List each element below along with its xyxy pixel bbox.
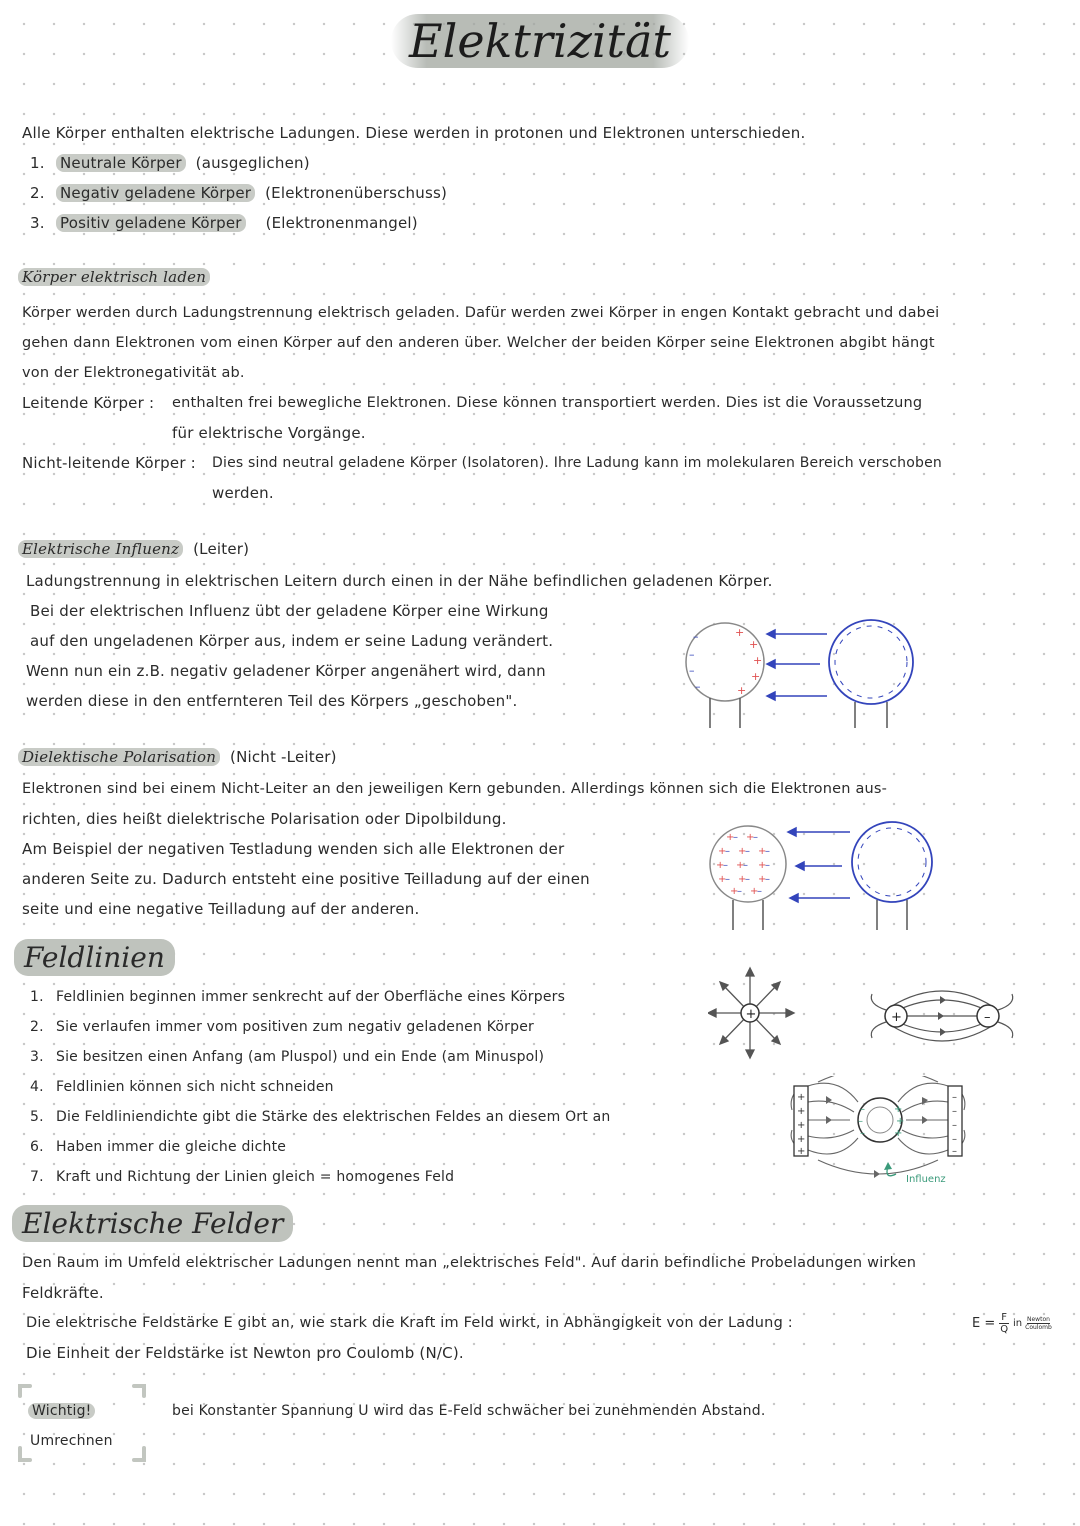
svg-text:–: – [952, 1092, 957, 1103]
influenz-line-3: auf den ungeladenen Körper aus, indem er seine Ladung verändert. [30, 632, 554, 650]
svg-text:+: + [738, 874, 747, 885]
svg-text:+: + [737, 684, 747, 697]
svg-text:–: – [984, 1010, 991, 1025]
svg-text:+: + [797, 1134, 806, 1145]
svg-text:–: – [725, 874, 730, 885]
influenz-line-4: Wenn nun ein z.B. negativ geladener Körper angenähert wird, dann [26, 662, 546, 680]
heading-laden: Körper elektrisch laden [18, 262, 210, 292]
feldlinien-item-3: 3. Sie besitzen einen Anfang (am Pluspol) und ein Ende (am Minuspol) [30, 1049, 545, 1065]
svg-text:+: + [797, 1120, 806, 1131]
nicht-leitend-line-2: werden. [212, 484, 274, 502]
svg-text:–: – [733, 832, 738, 843]
intro-line: Alle Körper enthalten elektrische Ladungen. Diese werden in protonen und Elektronen unterschieden. [22, 124, 806, 142]
intro-item-2: 2. Negativ geladene Körper (Elektronenüberschuss) [30, 184, 448, 202]
svg-text:–: – [689, 648, 695, 661]
svg-text:+: + [716, 860, 725, 871]
laden-line-1: Körper werden durch Ladungstrennung elektrisch geladen. Dafür werden zwei Körper in engen Kontakt gebracht und dabei [22, 305, 940, 321]
polarisation-diagram [700, 818, 950, 932]
svg-text:–: – [952, 1134, 957, 1145]
svg-text:–: – [695, 680, 701, 693]
svg-text:+: + [750, 886, 759, 897]
polarisation-line-1: Elektronen sind bei einem Nicht-Leiter an den jeweiligen Kern gebunden. Allerdings können sich die Elektronen aus- [22, 781, 888, 797]
svg-text:+: + [749, 638, 759, 651]
svg-text:+: + [718, 874, 727, 885]
svg-text:–: – [952, 1120, 957, 1131]
svg-text:–: – [723, 860, 728, 871]
svg-text:+: + [758, 860, 767, 871]
feldstaerke-formula: E = $\frac{F}{Q}$ in Newton Coulomb [972, 1311, 1052, 1335]
felder-line-4: Die Einheit der Feldstärke ist Newton pro Coulomb (N/C). [26, 1344, 464, 1362]
leitend-label: Leitende Körper : [22, 394, 155, 412]
heading-polarisation: Dielektische Polarisation (Nicht -Leiter) [18, 742, 337, 772]
svg-text:–: – [689, 664, 695, 677]
influenz-line-2: Bei der elektrischen Influenz übt der geladene Körper eine Wirkung [30, 602, 549, 620]
svg-text:+: + [758, 846, 767, 857]
svg-text:–: – [765, 860, 770, 871]
svg-text:–: – [725, 846, 730, 857]
svg-text:+: + [894, 1128, 903, 1139]
influenz-diagram [675, 612, 935, 732]
svg-text:–: – [952, 1146, 957, 1157]
polarisation-line-4: anderen Seite zu. Dadurch entsteht eine positive Teilladung auf der einen [22, 870, 590, 888]
svg-text:–: – [743, 860, 748, 871]
svg-text:–: – [745, 846, 750, 857]
svg-text:–: – [952, 1106, 957, 1117]
svg-text:+: + [797, 1092, 806, 1103]
svg-text:–: – [765, 874, 770, 885]
svg-text:+: + [745, 1007, 757, 1022]
svg-text:+: + [894, 1104, 903, 1115]
heading-felder: Elektrische Felder [12, 1204, 293, 1244]
dipole-field [868, 984, 1018, 1048]
svg-text:+: + [753, 654, 763, 667]
svg-text:+: + [891, 1010, 902, 1025]
influenz-label: Influenz [906, 1174, 946, 1185]
svg-text:–: – [765, 846, 770, 857]
wichtig-text: bei Konstanter Spannung U wird das E-Feld schwächer bei zunehmenden Abstand. [172, 1403, 766, 1419]
page-title: Elektrizität [0, 14, 1080, 68]
svg-text:–: – [757, 886, 762, 897]
svg-text:–: – [860, 1128, 865, 1139]
nicht-leitend-label: Nicht-leitende Körper : [22, 454, 196, 472]
svg-text:+: + [718, 846, 727, 857]
conductor-sphere [686, 623, 764, 728]
feldlinien-item-1: 1. Feldlinien beginnen immer senkrecht auf der Oberfläche eines Körpers [30, 989, 566, 1005]
svg-text:+: + [730, 886, 739, 897]
svg-text:+: + [726, 832, 735, 843]
feldlinien-item-2: 2. Sie verlaufen immer vom positiven zum negativ geladenen Körper [30, 1019, 534, 1035]
laden-line-3: von der Elektronegativität ab. [22, 365, 245, 381]
svg-text:–: – [693, 630, 699, 643]
svg-text:+: + [735, 626, 745, 639]
charged-sphere [829, 620, 913, 728]
svg-text:+: + [736, 860, 745, 871]
svg-text:–: – [753, 832, 758, 843]
nicht-leitend-line-1: Dies sind neutral geladene Körper (Isolatoren). Ihre Ladung kann im molekularen Bereich verschoben [212, 455, 942, 471]
leitend-line-1: enthalten frei bewegliche Elektronen. Diese können transportiert werden. Dies ist die Voraussetzung [172, 395, 923, 411]
svg-text:–: – [737, 886, 742, 897]
intro-item-1: 1. Neutrale Körper (ausgeglichen) [30, 154, 310, 172]
heading-feldlinien: Feldlinien [14, 938, 175, 978]
polarisation-line-3: Am Beispiel der negativen Testladung wenden sich alle Elektronen der [22, 840, 565, 858]
svg-text:+: + [751, 670, 761, 683]
feldlinien-item-5: 5. Die Feldliniendichte gibt die Stärke des elektrischen Feldes an diesem Ort an [30, 1109, 611, 1125]
dielectric-sphere [710, 826, 786, 930]
intro-item-3: 3. Positiv geladene Körper (Elektronenmangel) [30, 214, 418, 232]
field-arrows [788, 828, 850, 902]
field-arrows [767, 630, 827, 700]
svg-text:–: – [745, 874, 750, 885]
svg-text:+: + [797, 1106, 806, 1117]
feldlinien-item-4: 4. Feldlinien können sich nicht schneiden [30, 1079, 334, 1095]
negative-test-charge [852, 822, 932, 930]
svg-text:–: – [860, 1104, 865, 1115]
feldlinien-item-7: 7. Kraft und Richtung der Linien gleich = homogenes Feld [30, 1169, 455, 1185]
leitend-line-2: für elektrische Vorgänge. [172, 424, 366, 442]
point-charge-field [708, 966, 798, 1060]
svg-text:+: + [746, 832, 755, 843]
wichtig-box [16, 1382, 150, 1464]
umrechnen-label: Umrechnen [30, 1433, 113, 1449]
laden-line-2: gehen dann Elektronen vom einen Körper auf den anderen über. Welcher der beiden Körper seine Elektronen abgibt hängt [22, 335, 935, 351]
svg-text:–: – [858, 1116, 863, 1127]
influenz-line-5: werden diese in den entfernteren Teil des Körpers „geschoben". [26, 692, 518, 710]
felder-line-1: Den Raum im Umfeld elektrischer Ladungen nennt man „elektrisches Feld". Auf darin befindliche Probeladungen wirken [22, 1255, 917, 1271]
wichtig-label: Wichtig! [28, 1396, 95, 1426]
polarisation-line-2: richten, dies heißt dielektrische Polarisation oder Dipolbildung. [22, 810, 507, 828]
svg-text:+: + [797, 1146, 806, 1157]
polarisation-line-5: seite und eine negative Teilladung auf der anderen. [22, 900, 420, 918]
feldlinien-item-6: 6. Haben immer die gleiche dichte [30, 1139, 287, 1155]
felder-line-3: Die elektrische Feldstärke E gibt an, wie stark die Kraft im Feld wirkt, in Abhängigkeit von der Ladung : [26, 1315, 793, 1331]
svg-text:+: + [758, 874, 767, 885]
felder-line-2: Feldkräfte. [22, 1284, 104, 1302]
influenz-line-1: Ladungstrennung in elektrischen Leitern durch einen in der Nähe befindlichen geladenen Körper. [26, 572, 773, 590]
heading-influenz: Elektrische Influenz (Leiter) [18, 534, 249, 564]
svg-text:+: + [896, 1116, 905, 1127]
svg-text:+: + [738, 846, 747, 857]
